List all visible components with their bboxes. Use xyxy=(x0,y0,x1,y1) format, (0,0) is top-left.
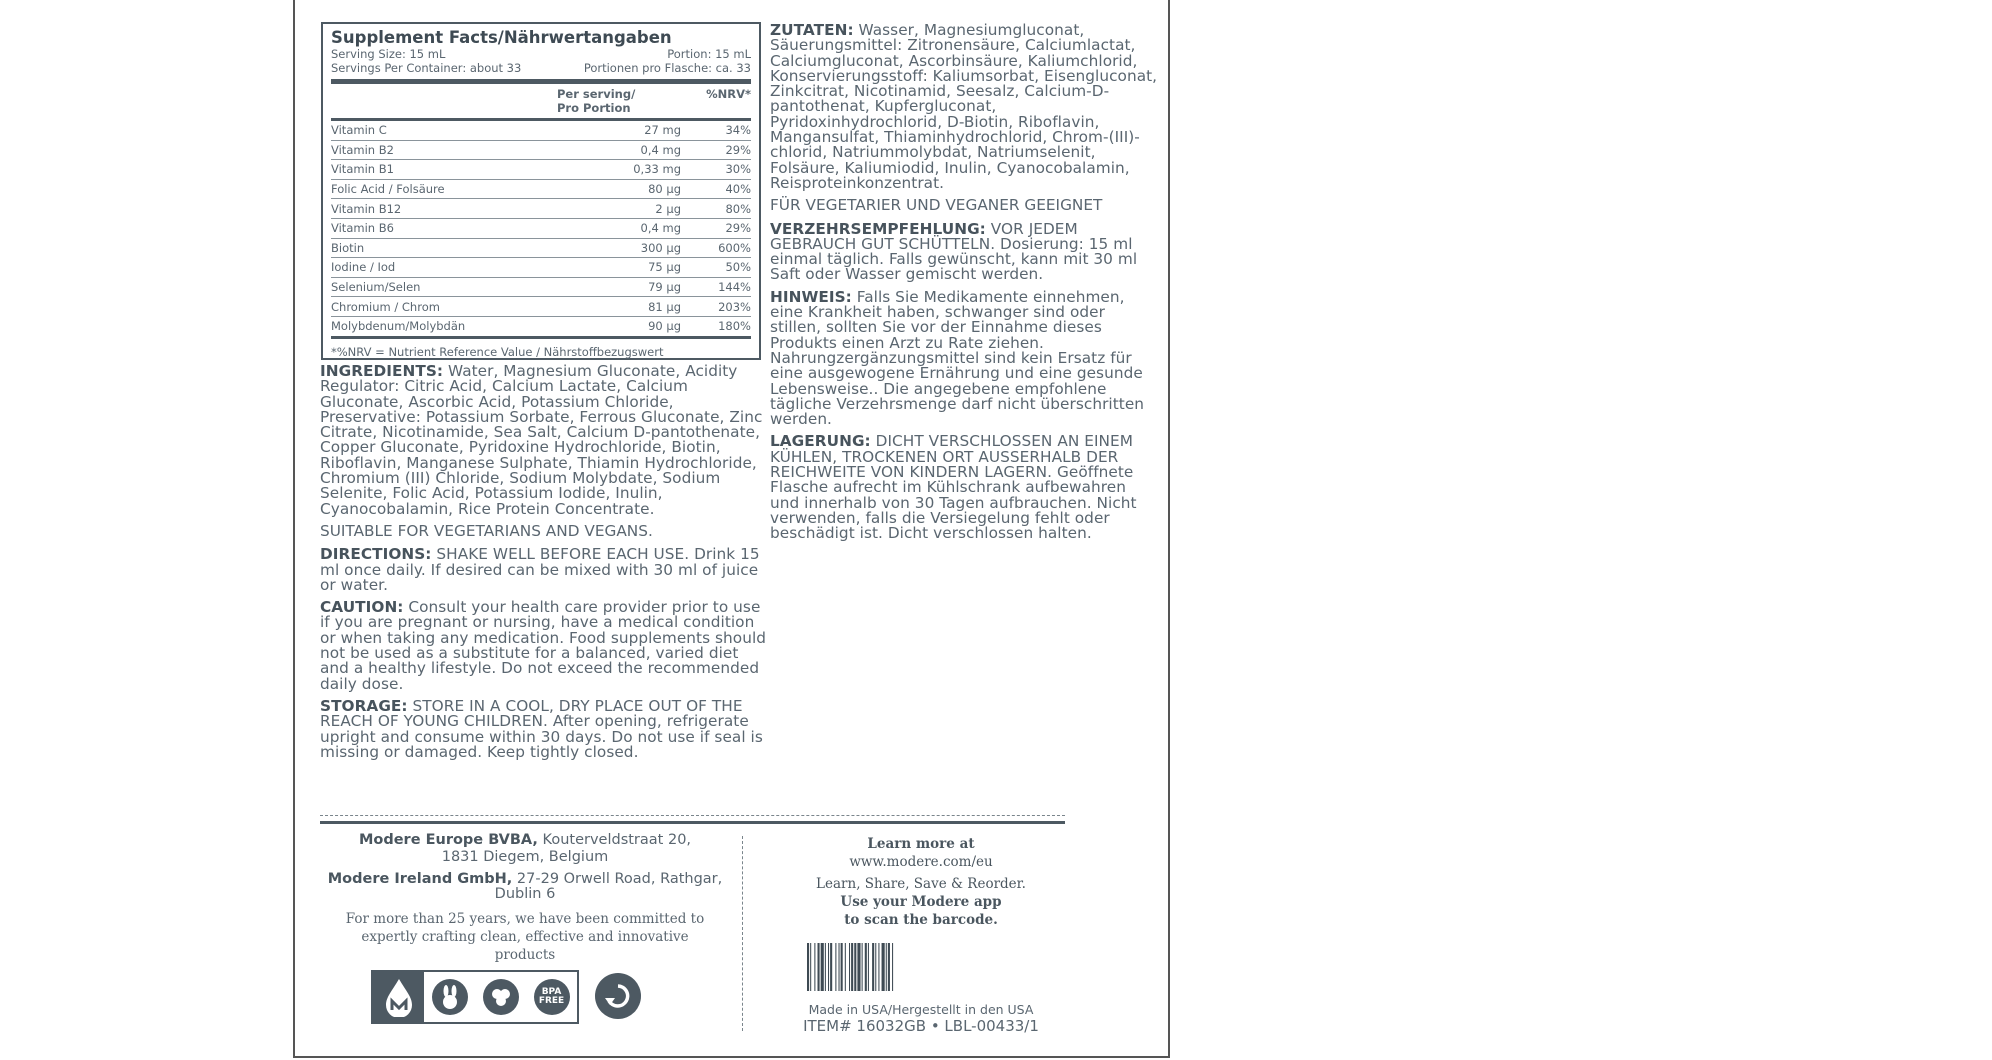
nutrient-amount: 0,4 mg xyxy=(640,142,681,157)
lagerung-label: LAGERUNG: xyxy=(770,432,871,451)
zutaten-label: ZUTATEN: xyxy=(770,21,854,39)
verzehr-text: VOR JEDEM GEBRAUCH GUT SCHÜTTELN. Dosierung: 15 ml einmal täglich. Falls gewünscht, kann mit 30 ml Saft oder Wasser gemischt werden. xyxy=(770,219,1138,284)
website-url: www.modere.com/eu xyxy=(849,854,993,870)
nutrient-amount: 2 µg xyxy=(655,201,681,216)
caution-text: Consult your health care provider prior to use if you are pregnant or nursing, have a medical condition or when taking any medication. Food supplements should not be used as a substitute for a balanced, varied diet and a healthy lifestyle. Do not exceed the recommended daily dose. xyxy=(320,598,767,693)
europe-street: Kouterveldstraat 20, xyxy=(542,832,692,848)
learn-share-text: Learn, Share, Save & Reorder. xyxy=(816,876,1026,892)
directions-section xyxy=(320,547,770,593)
ingredients-section xyxy=(320,364,770,517)
supplement-facts-panel xyxy=(321,22,761,360)
caution-section xyxy=(320,600,770,692)
nutrient-name: Vitamin B12 xyxy=(331,201,402,216)
ingredients-label: INGREDIENTS: xyxy=(320,362,444,380)
europe-address xyxy=(320,832,730,849)
nutrient-name: Vitamin B1 xyxy=(331,162,394,177)
nutrient-nrv: 203% xyxy=(718,299,751,314)
nutrient-name: Folic Acid / Folsäure xyxy=(331,182,445,197)
facts-rows xyxy=(331,121,751,337)
nutrient-amount: 90 µg xyxy=(648,319,681,334)
nutrient-row xyxy=(331,219,751,239)
lagerung-text: DICHT VERSCHLOSSEN AN EINEM KÜHLEN, TROCKENEN ORT AUSSERHALB DER REICHWEITE VON KINDERN LAGERN. Geöffnete Flasche aufrecht im Kühlschrank aufbewahren und innerhalb von 30 Tagen aufbrauchen. Nicht verwenden, falls die Versiegelung fehlt oder beschädigt ist. Dicht verschlossen halten. xyxy=(770,432,1137,543)
nutrient-nrv: 40% xyxy=(725,182,751,197)
cotton-icon xyxy=(475,972,526,1022)
facts-title: Supplement Facts/Nährwertangaben xyxy=(331,28,672,47)
nutrient-amount: 75 µg xyxy=(648,260,681,275)
servings-per-container: Servings Per Container: about 33 xyxy=(331,61,522,75)
facts-header xyxy=(331,84,751,118)
nutrient-row xyxy=(331,278,751,298)
zutaten-section xyxy=(770,23,1160,191)
verzehr-label: VERZEHRSEMPFEHLUNG: xyxy=(770,219,986,238)
directions-text: SHAKE WELL BEFORE EACH USE. Drink 15 ml once daily. If desired can be mixed with 30 ml of juice or water. xyxy=(320,545,760,594)
nutrient-name: Chromium / Chrom xyxy=(331,299,440,314)
nutrient-row xyxy=(331,160,751,180)
nutrient-amount: 0,4 mg xyxy=(640,221,681,236)
ireland-street: 27-29 Orwell Road, Rathgar, xyxy=(516,871,723,887)
nutrient-row xyxy=(331,317,751,337)
storage-section xyxy=(320,696,770,761)
english-text-column xyxy=(320,364,770,767)
nutrient-nrv: 50% xyxy=(725,260,751,275)
nutrient-name: Molybdenum/Molybdän xyxy=(331,319,466,334)
geeignet-text: FÜR VEGETARIER UND VEGANER GEEIGNET xyxy=(770,196,1103,215)
nutrient-amount: 80 µg xyxy=(648,182,681,197)
ingredients-text: Water, Magnesium Gluconate, Acidity Regulator: Citric Acid, Calcium Lactate, Calcium Gluconate, Ascorbic Acid, Potassium Chloride, Preservative: Potassium Sorbate, Ferrous Gluconate, Zinc Citrate, Nicotinamide, Sea Salt, Calcium D-pantothenate, Copper Gluconate, Pyridoxine Hydrochloride, Biotin, Riboflavin, Manganese Sulphate, Thiamin Hydrochloride, Chromium (III) Chloride, Sodium Molybdate, Sodium Selenite, Folic Acid, Potassium Iodide, Inulin, Cyanocobalamin, Rice Protein Concentrate. xyxy=(320,362,763,518)
nutrient-nrv: 30% xyxy=(725,162,751,177)
europe-name: Modere Europe BVBA, xyxy=(358,832,538,848)
nutrient-name: Iodine / Iod xyxy=(331,260,396,275)
nutrient-nrv: 80% xyxy=(725,201,751,216)
verzehr-section xyxy=(770,219,1160,284)
nutrient-row xyxy=(331,239,751,259)
nutrient-name: Vitamin C xyxy=(331,123,387,138)
nutrient-amount: 300 µg xyxy=(640,240,681,255)
nutrient-nrv: 144% xyxy=(718,280,751,295)
learn-more-text: Learn more at xyxy=(867,836,975,852)
europe-city: 1831 Diegem, Belgium xyxy=(441,849,609,865)
nutrient-row xyxy=(331,180,751,200)
certification-logos xyxy=(371,970,579,1024)
nutrient-amount: 0,33 mg xyxy=(633,162,681,177)
portionen-pro-flasche: Portionen pro Flasche: ca. 33 xyxy=(583,61,751,75)
nutrient-nrv: 34% xyxy=(725,123,751,138)
caution-label: CAUTION: xyxy=(320,598,404,617)
nutrient-row xyxy=(331,121,751,141)
nutrient-name: Vitamin B2 xyxy=(331,142,394,157)
col-amount-header: Per serving/ Pro Portion xyxy=(557,87,636,115)
directions-label: DIRECTIONS: xyxy=(320,545,432,564)
company-tagline: For more than 25 years, we have been committed to expertly crafting clean, effective and innovative products xyxy=(345,911,705,963)
portion: Portion: 15 mL xyxy=(667,47,751,61)
german-text-column xyxy=(770,23,1160,549)
barcode-icon xyxy=(807,943,962,991)
nutrient-amount: 27 mg xyxy=(644,123,681,138)
rabbit-icon xyxy=(424,972,475,1022)
nutrient-nrv: 600% xyxy=(718,240,751,255)
dashed-divider xyxy=(320,815,1065,816)
zutaten-text: Wasser, Magnesiumgluconat, Säuerungsmittel: Zitronensäure, Calciumlactat, Calciumgluconat, Ascorbinsäure, Kaliumchlorid, Konservierungsstoff: Kaliumsorbat, Eisengluconat, Zinkcitrat, Nicotinamid, Seesalz, Calcium-D-pantothenat, Kupfergluconat, Pyridoxinhydrochlorid, D-Biotin, Riboflavin, Mangansulfat, Thiaminhydrochlorid, Chrom-(III)-chlorid, Natriummolybdat, Natriumselenit, Folsäure, Kaliumiodid, Inulin, Cyanocobalamin, Reisproteinkonzentrat. xyxy=(770,21,1158,192)
item-number: ITEM# 16032GB • LBL-00433/1 xyxy=(803,1017,1039,1035)
lagerung-section xyxy=(770,434,1160,541)
nutrient-nrv: 29% xyxy=(725,221,751,236)
nutrient-amount: 79 µg xyxy=(648,280,681,295)
nutrient-name: Biotin xyxy=(331,240,365,255)
nutrient-row xyxy=(331,297,751,317)
scan-text: to scan the barcode. xyxy=(844,912,998,928)
app-text: Use your Modere app xyxy=(840,894,1002,910)
ireland-name: Modere Ireland GmbH, xyxy=(327,871,513,887)
storage-text: STORE IN A COOL, DRY PLACE OUT OF THE REACH OF YOUNG CHILDREN. After opening, refrigerate upright and consume within 30 days. Do not use if seal is missing or damaged. Keep tightly closed. xyxy=(320,696,763,761)
col-nrv-header: %NRV* xyxy=(706,87,751,101)
serving-size: Serving Size: 15 mL xyxy=(331,47,446,61)
hinweis-section xyxy=(770,287,1160,429)
learn-more-block xyxy=(761,835,1081,929)
nutrient-row xyxy=(331,141,751,161)
recycle-icon xyxy=(595,973,641,1019)
suitable-text: SUITABLE FOR VEGETARIANS AND VEGANS. xyxy=(320,521,653,540)
vertical-dashed-divider xyxy=(742,836,743,1031)
facts-footnote: *%NRV = Nutrient Reference Value / Nährstoffbezugswert xyxy=(331,336,751,359)
nutrient-name: Selenium/Selen xyxy=(331,280,421,295)
storage-label: STORAGE: xyxy=(320,696,408,715)
hinweis-text: Falls Sie Medikamente einnehmen, eine Krankheit haben, schwanger sind oder stillen, sollten Sie vor der Einnahme dieses Produkts einen Arzt zu Rate ziehen. Nahrungzergänzungsmittel sind kein Ersatz für eine ausgewogene Ernährung und eine gesunde Lebensweise.. Die angegebene empfohlene tägliche Verzehrsmenge darf nicht überschritten werden. xyxy=(770,287,1145,429)
product-label xyxy=(293,0,1170,1058)
nutrient-nrv: 180% xyxy=(718,319,751,334)
servings-row xyxy=(331,61,751,75)
bpa-free-icon: BPA FREE xyxy=(526,972,577,1022)
hinweis-label: HINWEIS: xyxy=(770,287,852,306)
nutrient-row xyxy=(331,199,751,219)
made-in-text: Made in USA/Hergestellt in den USA xyxy=(808,1002,1034,1017)
serving-row xyxy=(331,47,751,61)
nutrient-row xyxy=(331,258,751,278)
nutrient-nrv: 29% xyxy=(725,142,751,157)
company-info xyxy=(320,832,730,964)
m-drop-logo-icon xyxy=(373,972,424,1022)
nutrient-name: Vitamin B6 xyxy=(331,221,394,236)
nutrient-amount: 81 µg xyxy=(648,299,681,314)
solid-divider xyxy=(320,821,1065,824)
ireland-city: Dublin 6 xyxy=(494,886,556,902)
